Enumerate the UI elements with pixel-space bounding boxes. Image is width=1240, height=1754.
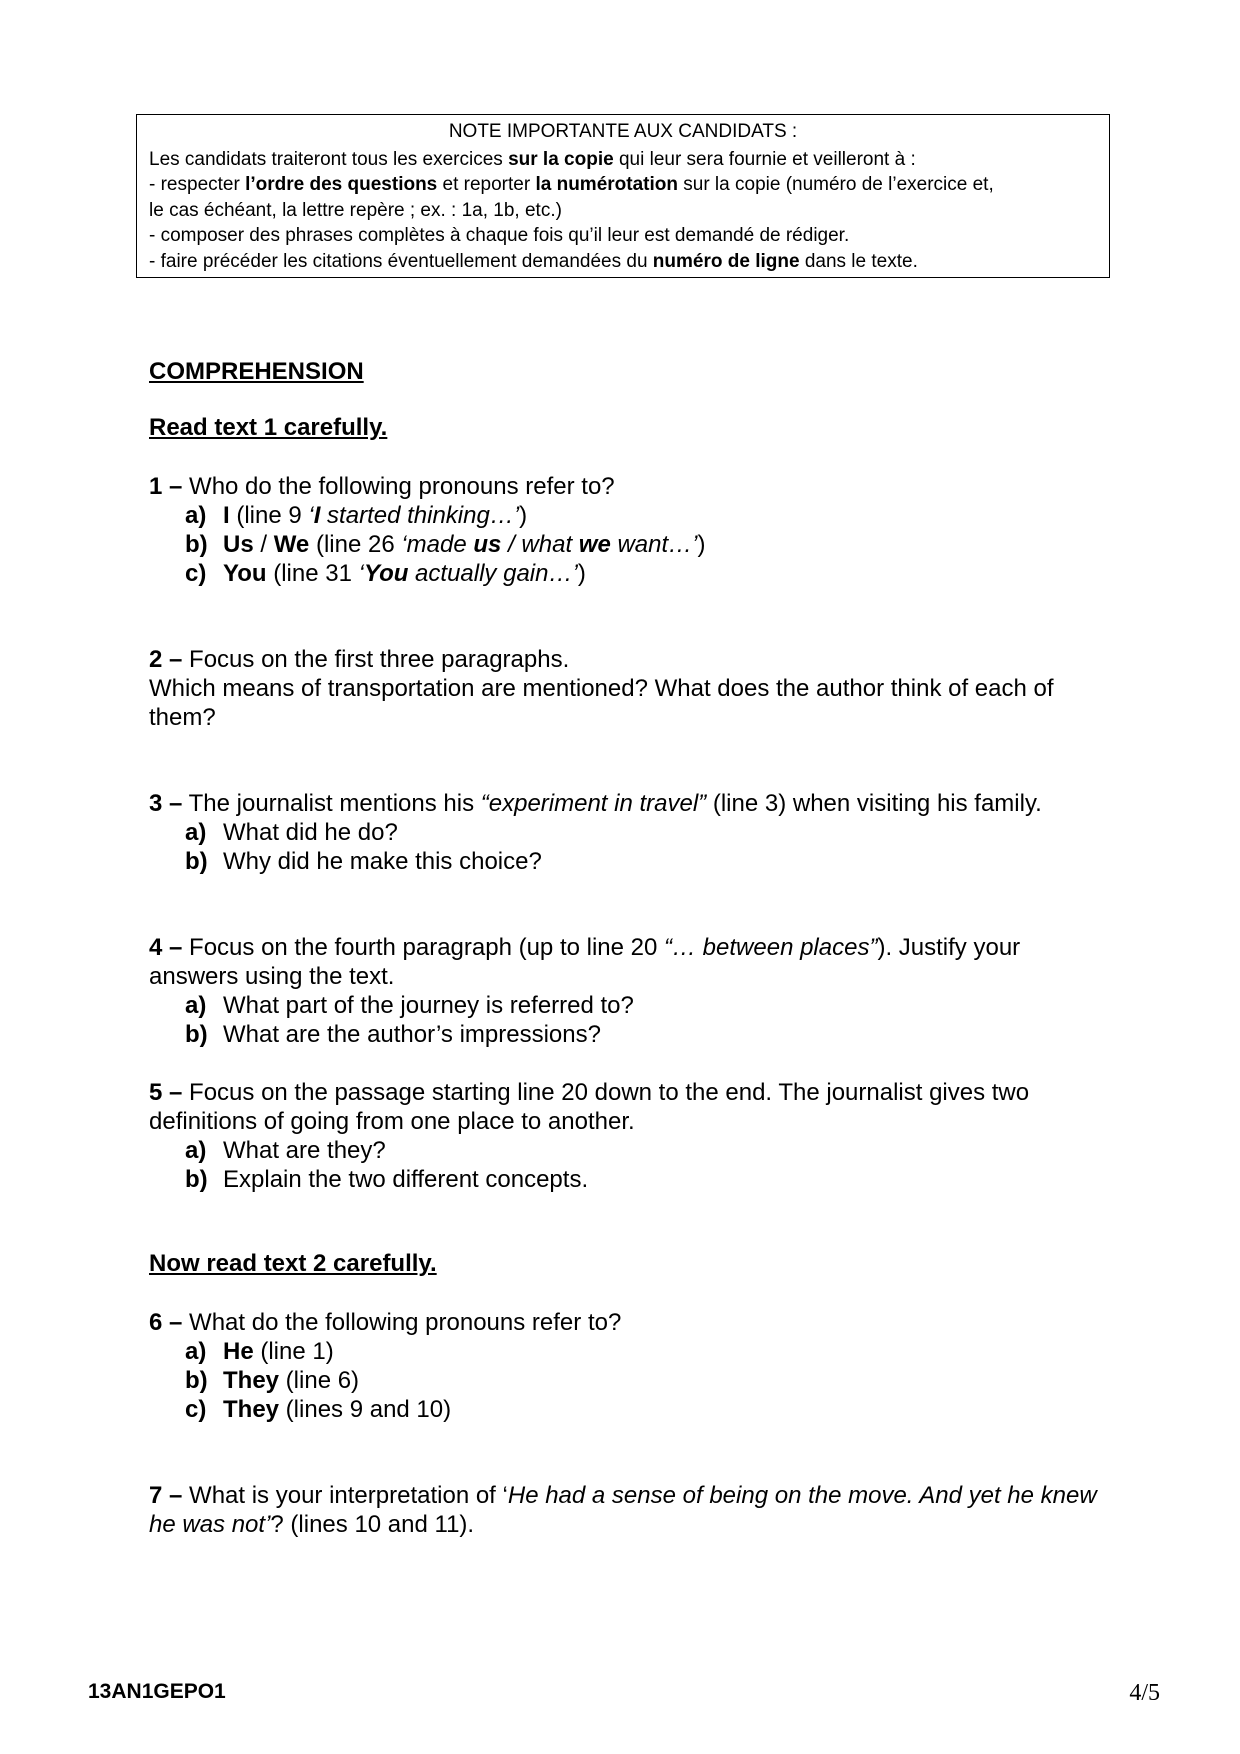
question-4: 4 – Focus on the fourth paragraph (up to line 20 “… between places”). Justify your answers using the text.	[149, 934, 1021, 990]
question-4a: a) What part of the journey is referred to?	[185, 992, 634, 1019]
comprehension-heading: COMPREHENSION	[149, 358, 364, 385]
question-6: 6 – What do the following pronouns refer to?	[149, 1309, 622, 1336]
question-6a: a) He (line 1)	[185, 1338, 334, 1365]
question-3b: b) Why did he make this choice?	[185, 848, 542, 875]
note-line-1: Les candidats traiteront tous les exercices sur la copie qui leur sera fournie et veilleront à :	[149, 148, 916, 170]
note-title: NOTE IMPORTANTE AUX CANDIDATS :	[448, 121, 798, 142]
note-line-5: - faire précéder les citations éventuellement demandées du numéro de ligne dans le texte.	[149, 250, 918, 272]
read-text-2-heading: Now read text 2 carefully.	[149, 1250, 437, 1277]
question-5: 5 – Focus on the passage starting line 20 down to the end. The journalist gives two definitions of going from one place to another.	[149, 1079, 1030, 1135]
read-text-1-heading: Read text 1 carefully.	[149, 414, 388, 441]
exam-code: 13AN1GEPO1	[88, 1680, 226, 1703]
note-line-2: - respecter l’ordre des questions et reporter la numérotation sur la copie (numéro de l’exercice et,	[149, 174, 994, 195]
note-line-4: - composer des phrases complètes à chaque fois qu’il leur est demandé de rédiger.	[149, 225, 850, 246]
question-1a: a) I (line 9 ‘I started thinking…’)	[185, 502, 528, 529]
note-line-3: le cas échéant, la lettre repère ; ex. : 1a, 1b, etc.)	[149, 199, 562, 221]
candidate-note-box	[136, 114, 1110, 278]
question-6b: b) They (line 6)	[185, 1367, 360, 1394]
question-5a: a) What are they?	[185, 1137, 386, 1164]
question-3: 3 – The journalist mentions his “experiment in travel” (line 3) when visiting his family.	[149, 790, 1042, 817]
question-4b: b) What are the author’s impressions?	[185, 1021, 601, 1048]
question-7: 7 – What is your interpretation of ‘He had a sense of being on the move. And yet he knew he was not’? (lines 10 and 11).	[149, 1482, 1097, 1538]
question-5b: b) Explain the two different concepts.	[185, 1166, 589, 1193]
question-1c: c) You (line 31 ‘You actually gain…’)	[185, 560, 586, 587]
question-2: 2 – Focus on the first three paragraphs. Which means of transportation are mentioned? What does the author think of each of them?	[149, 646, 1054, 731]
question-1: 1 – Who do the following pronouns refer to?	[149, 473, 615, 500]
question-1b: b) Us / We (line 26 ‘made us / what we want…’)	[185, 531, 706, 558]
question-3a: a) What did he do?	[185, 819, 398, 846]
question-6c: c) They (lines 9 and 10)	[185, 1396, 452, 1423]
page-number: 4/5	[1129, 1680, 1160, 1706]
